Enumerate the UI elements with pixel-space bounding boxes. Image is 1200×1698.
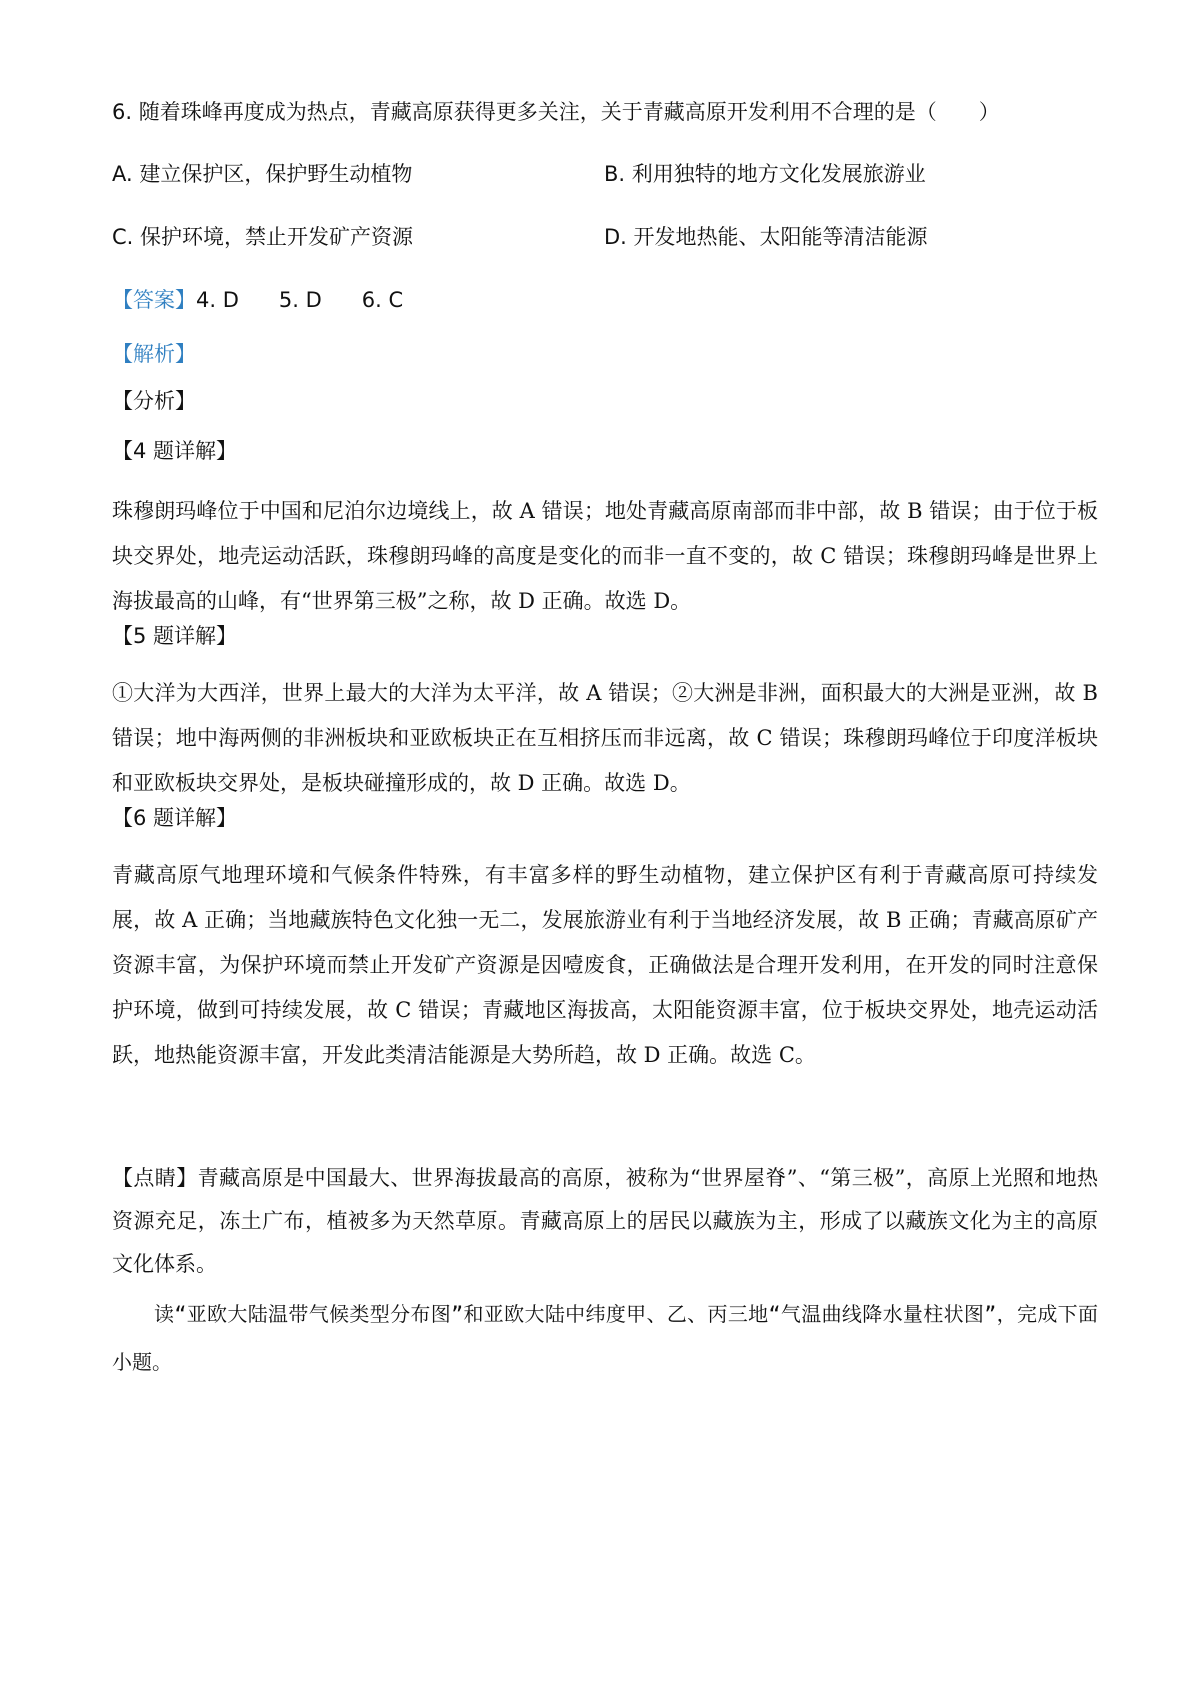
answer-line [112,286,403,314]
answer-5: 5. D [278,288,322,312]
option-a: A. 建立保护区，保护野生动植物 [112,162,413,186]
question-6-stem: 6. 随着珠峰再度成为热点，青藏高原获得更多关注，关于青藏高原开发利用不合理的是（ ） [112,100,1000,124]
answer-tag: 【答案】 [112,288,196,312]
option-b: B. 利用独特的地方文化发展旅游业 [604,162,926,186]
option-c: C. 保护环境，禁止开发矿产资源 [112,225,414,249]
dianjing-block [112,1157,1098,1286]
answer-4: 4. D [196,288,239,312]
dianjing-text: 青藏高原是中国最大、世界海拔最高的高原，被称为“世界屋脊”、“第三极”，高原上光照和地热资源充足，冻土广布，植被多为天然草原。青藏高原上的居民以藏族为主，形成了以藏族文化为主的高原文化体系。 [112,1166,1098,1276]
fenxi-tag: 【分析】 [112,389,196,413]
q5-heading: 【5 题详解】 [112,624,238,648]
dianjing-tag: 【点睛】 [112,1166,198,1190]
q5-explanation: ①大洋为大西洋，世界上最大的大洋为太平洋，故 A 错误；②大洲是非洲，面积最大的大洲是亚洲，故 B 错误；地中海两侧的非洲板块和亚欧板块正在互相挤压而非远离，故 C 错误；珠穆朗玛峰位于印度洋板块和亚欧板块交界处，是板块碰撞形成的，故 D 正确。故选 D。 [112,681,1098,795]
answer-6: 6. C [361,288,404,312]
next-question-intro: 读“亚欧大陆温带气候类型分布图”和亚欧大陆中纬度甲、乙、丙三地“气温曲线降水量柱状图”，完成下面小题。 [112,1302,1098,1374]
q6-explanation: 青藏高原气地理环境和气候条件特殊，有丰富多样的野生动植物，建立保护区有利于青藏高原可持续发展，故 A 正确；当地藏族特色文化独一无二，发展旅游业有利于当地经济发展，故 B 正确；青藏高原矿产资源丰富，为保护环境而禁止开发矿产资源是因噎废食，正确做法是合理开发利用，在开发的同时注意保护环境，做到可持续发展，故 C 错误；青藏地区海拔高，太阳能资源丰富，位于板块交界处，地壳运动活跃，地热能资源丰富，开发此类清洁能源是大势所趋，故 D 正确。故选 C。 [112,863,1098,1067]
option-d: D. 开发地热能、太阳能等清洁能源 [604,225,928,249]
q4-heading: 【4 题详解】 [112,439,238,463]
q4-explanation: 珠穆朗玛峰位于中国和尼泊尔边境线上，故 A 错误；地处青藏高原南部而非中部，故 B 错误；由于位于板块交界处，地壳运动活跃，珠穆朗玛峰的高度是变化的而非一直不变的，故 C 错误；珠穆朗玛峰是世界上海拔最高的山峰，有“世界第三极”之称，故 D 正确。故选 D。 [112,499,1098,613]
q6-heading: 【6 题详解】 [112,806,238,830]
analysis-tag: 【解析】 [112,342,196,366]
